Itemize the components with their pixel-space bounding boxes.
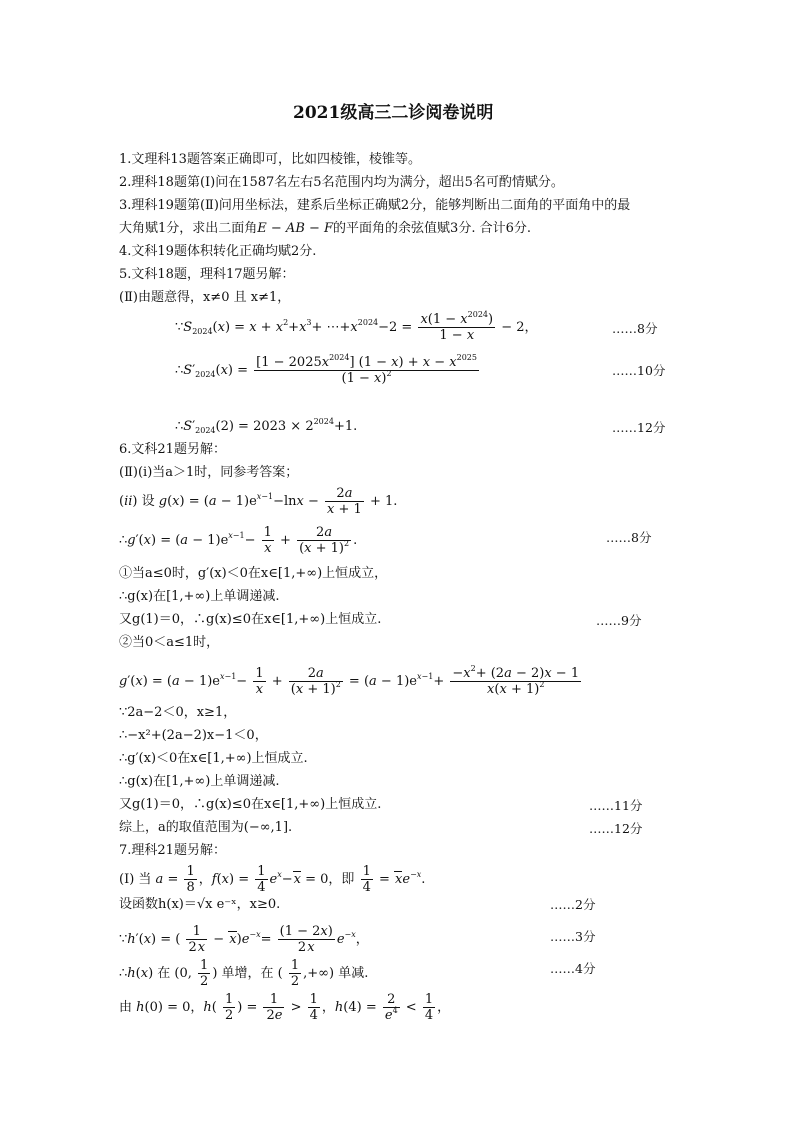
- score-8-b: ……8分: [606, 530, 652, 545]
- score-2: ……2分: [550, 897, 596, 912]
- note-6: 6.文科21题另解：: [119, 442, 226, 457]
- summary: 综上，a的取值范围为(−∞,1].: [119, 820, 293, 835]
- case-2-derivative-neg: ∴g′(x)＜0在x∈[1,+∞)上恒成立.: [119, 751, 308, 766]
- formula-s2024: $\because S_{2024}(x) = x + x^2+x^3+$ $\cdots+x^{2024}-2$ = $\frac{x(1 - x^{2024})}{1 - x}$ − 2，: [175, 310, 538, 343]
- score-12-b: ……12分: [589, 821, 643, 836]
- note-5-cond: (Ⅱ)由题意得，x≠0 且 x≠1，: [119, 290, 291, 305]
- case-2-decreasing: ∴g(x)在[1,+∞)上单调递减.: [119, 774, 280, 789]
- note-1: 1.文理科13题答案正确即可，比如四棱锥，棱锥等。: [119, 152, 421, 167]
- note-6-case-i: (Ⅱ)(i)当a＞1时，同参考答案；: [119, 465, 299, 480]
- case-2-cond: ∵2a−2＜0，x≥1，: [119, 705, 237, 720]
- note-5: 5.文科18题，理科17题另解：: [119, 267, 295, 282]
- case-1-decreasing: ∴g(x)在[1,+∞)上单调递减.: [119, 589, 280, 604]
- define-h: 设函数h(x)＝√x e⁻ˣ，x≥0.: [119, 897, 281, 912]
- formula-h-monotonic: ∴h(x) 在 (0, $\frac{1}{2}$ ) 单增，在 ( $\frac{1}{2}$ ,+∞) 单减.: [119, 958, 369, 989]
- note-3b-expr: E − AB − F: [257, 221, 334, 236]
- note-7: 7.理科21题另解：: [119, 843, 226, 858]
- case-2-conclusion: 又g(1)＝0，∴g(x)≤0在x∈[1,+∞)上恒成立.: [119, 797, 382, 812]
- case-2: ②当0＜a≤1时，: [119, 635, 220, 650]
- formula-s2024-derivative: $\therefore S'_{2024}(x)$ = $\frac{[1 - 2025x^{2024}] (1 - x) + x - x^{2025}}{(1 - x)^2}$: [175, 353, 477, 386]
- note-4: 4.文科19题体积转化正确均赋2分.: [119, 244, 317, 259]
- formula-g-def: (ii) 设 $g(x) = (a - 1)e^{x-1}-\ln x$ − $\frac{2a}{x + 1}$ + 1.: [119, 486, 398, 517]
- score-11: ……11分: [589, 798, 643, 813]
- formula-case-a: (Ⅰ) 当 a = $\frac{1}{8}$ ，f(x) = $\frac{1}{4}$ $e^x-x = 0$，即 $\frac{1}{4}$ = $xe^{-x}$.: [119, 864, 426, 895]
- note-3b: [119, 220, 531, 238]
- page-title: 2021级高三二诊阅卷说明: [293, 103, 494, 123]
- formula-g-derivative: ∴g′(x) = $(a - 1)e^{x-1}-$ $\frac{1}{x}$ + $\frac{2a}{(x + 1)^2}$ .: [119, 525, 358, 556]
- note-3b-post: 的平面角的余弦值赋3分. 合计6分.: [333, 221, 531, 236]
- note-2: 2.理科18题第(Ⅰ)问在1587名左右5名范围内均为满分，超出5名可酌情赋分。: [119, 175, 564, 190]
- score-12-a: ……12分: [612, 420, 666, 435]
- formula-h-values: 由 h(0) = 0，h( $\frac{1}{2}$ ) = $\frac{1}{2e}$ > $\frac{1}{4}$ ，h(4) = $\frac{2}{e^4}$ < $\frac{1}{4}$ ，: [119, 992, 451, 1023]
- case-2-ineq: ∴−x²+(2a−2)x−1＜0，: [119, 728, 268, 743]
- note-3a: 3.理科19题第(Ⅱ)问用坐标法，建系后坐标正确赋2分，能够判断出二面角的平面角中的最: [119, 198, 631, 213]
- case-1: ①当a≤0时，g′(x)＜0在x∈[1,+∞)上恒成立，: [119, 566, 388, 581]
- formula-h-derivative: ∵h′(x) = ( $\frac{1}{2x}$ − $x)e^{-x}=$ $\frac{(1 - 2x)}{2x}$ $e^{-x}$，: [119, 924, 369, 955]
- score-9: ……9分: [596, 613, 642, 628]
- score-3: ……3分: [550, 929, 596, 944]
- score-10: ……10分: [612, 363, 666, 378]
- case-1-conclusion: 又g(1)＝0，∴g(x)≤0在x∈[1,+∞)上恒成立.: [119, 612, 382, 627]
- score-4: ……4分: [550, 961, 596, 976]
- note-3b-pre: 大角赋1分，求出二面角: [119, 221, 258, 236]
- formula-g-derivative-expanded: $g'(x) = (a - 1)e^{x-1}-$ $\frac{1}{x}$ + $\frac{2a}{(x + 1)^2}$ = $(a - 1)e^{x-1}+$ $\frac{-x^2+ (2a - 2)x - 1}{x(x + 1)^2}$: [119, 664, 580, 697]
- formula-s2024-at-2: $\therefore S'_{2024}(2) = 2023 \times 2^{2024}+1$.: [175, 417, 358, 435]
- score-8-a: ……8分: [612, 321, 658, 336]
